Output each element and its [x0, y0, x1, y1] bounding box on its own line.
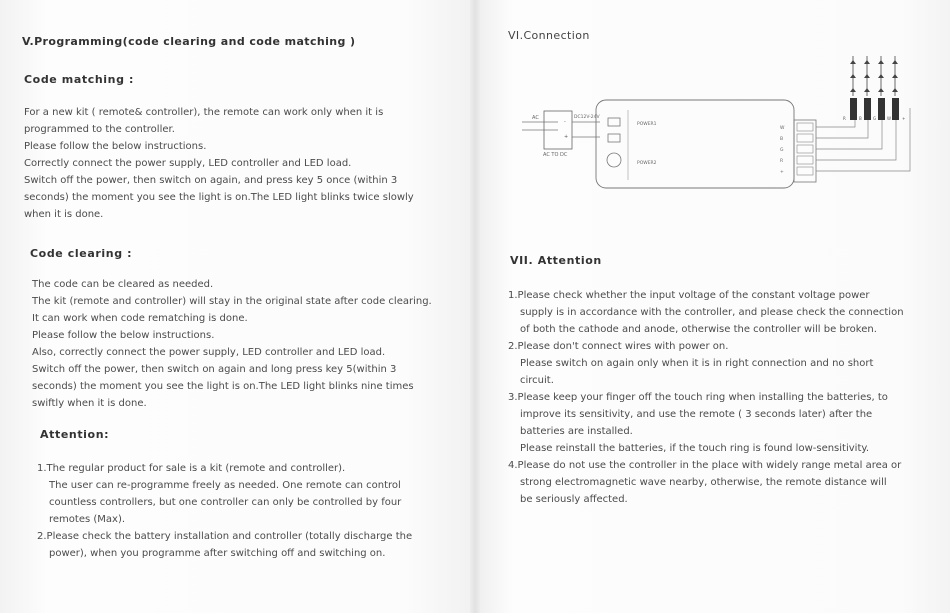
controller-box — [596, 100, 794, 188]
attention-line: Please switch on again only when it is in right connection and no short — [520, 358, 874, 369]
attention-line: 1.Please check whether the input voltage of the constant voltage power — [508, 290, 870, 301]
text-line: swiftly when it is done. — [32, 398, 147, 409]
attention-line: be seriously affected. — [520, 494, 628, 505]
text-line: Please follow the below instructions. — [24, 141, 207, 152]
text-line: It can work when code rematching is done. — [32, 313, 248, 324]
channel-plus: + — [780, 170, 784, 175]
psu-label: AC TO DC — [543, 152, 568, 158]
text-line: For a new kit ( remote& controller), the remote can work only when it is — [24, 107, 384, 118]
load-label-g: G — [873, 116, 877, 121]
text-line: Switch off the power, then switch on again and long press key 5(within 3 — [32, 364, 397, 375]
attention-line: 3.Please keep your finger off the touch ring when installing the batteries, to — [508, 392, 888, 403]
ac-label: AC — [532, 115, 539, 121]
channel-g: G — [780, 148, 784, 153]
channel-w: W — [780, 126, 785, 131]
attention-line: improve its sensitivity, and use the remote ( 3 seconds later) after the — [520, 409, 873, 420]
attention-line: The user can re-programme freely as needed. One remote can control — [49, 480, 401, 491]
right-attention-list — [508, 287, 904, 508]
channel-b: B — [780, 137, 784, 142]
attention-line: remotes (Max). — [49, 514, 126, 525]
text-line: programmed to the controller. — [24, 124, 175, 135]
code-clearing-title: Code clearing : — [30, 247, 133, 260]
power2-label: POWER2 — [637, 161, 657, 166]
attention-line: countless controllers, but one controller can only be controlled by four — [49, 497, 402, 508]
text-line: Also, correctly connect the power supply, LED controller and LED load. — [32, 347, 386, 358]
connection-section-title: VI.Connection — [508, 29, 590, 42]
load-label-b: B — [859, 116, 862, 121]
channel-r: R — [780, 159, 784, 164]
connection-diagram — [510, 48, 930, 198]
code-matching-title: Code matching : — [24, 73, 134, 86]
page-gutter — [470, 0, 480, 613]
text-line: Correctly connect the power supply, LED controller and LED load. — [24, 158, 352, 169]
attention-line: of both the cathode and anode, otherwise the controller will be broken. — [520, 324, 877, 335]
code-matching-text — [24, 104, 414, 223]
load-label-r: R — [843, 116, 846, 121]
power1-label: POWER1 — [637, 122, 657, 127]
right-attention-title: VII. Attention — [510, 254, 602, 267]
attention-line: power), when you programme after switching off and switching on. — [49, 548, 386, 559]
led-load — [850, 56, 899, 120]
psu-minus: - — [564, 119, 566, 125]
attention-line: circuit. — [520, 375, 554, 386]
psu-plus: + — [564, 134, 569, 140]
text-line: seconds) the moment you see the light is on.The LED light blinks nine times — [32, 381, 414, 392]
programming-section-title: V.Programming(code clearing and code matching ) — [22, 35, 356, 48]
attention-line: supply is in accordance with the controller, and please check the connection — [520, 307, 904, 318]
touch-ring-icon — [607, 153, 621, 167]
load-label-w: W — [887, 116, 891, 121]
load-label-plus: + — [902, 116, 906, 121]
dc-label: DC12V-24V — [574, 115, 600, 120]
left-attention-list — [37, 460, 412, 562]
attention-line: strong electromagnetic wave nearby, otherwise, the remote distance will — [520, 477, 887, 488]
attention-line: 4.Please do not use the controller in the place with widely range metal area or — [508, 460, 902, 471]
text-line: The kit (remote and controller) will stay in the original state after code clearing. — [32, 296, 432, 307]
attention-line: batteries are installed. — [520, 426, 633, 437]
attention-line: Please reinstall the batteries, if the touch ring is found low-sensitivity. — [520, 443, 870, 454]
text-line: when it is done. — [24, 209, 104, 220]
text-line: The code can be cleared as needed. — [32, 279, 214, 290]
text-line: Switch off the power, then switch on again, and press key 5 once (within 3 — [24, 175, 398, 186]
text-line: seconds) the moment you see the light is on.The LED light blinks twice slowly — [24, 192, 414, 203]
code-clearing-text — [32, 276, 432, 412]
text-line: Please follow the below instructions. — [32, 330, 215, 341]
attention-line: 2.Please check the battery installation and controller (totally discharge the — [37, 531, 413, 542]
attention-line: 2.Please don't connect wires with power on. — [508, 341, 729, 352]
left-attention-title: Attention: — [40, 428, 110, 441]
attention-line: 1.The regular product for sale is a kit (remote and controller). — [37, 463, 346, 474]
